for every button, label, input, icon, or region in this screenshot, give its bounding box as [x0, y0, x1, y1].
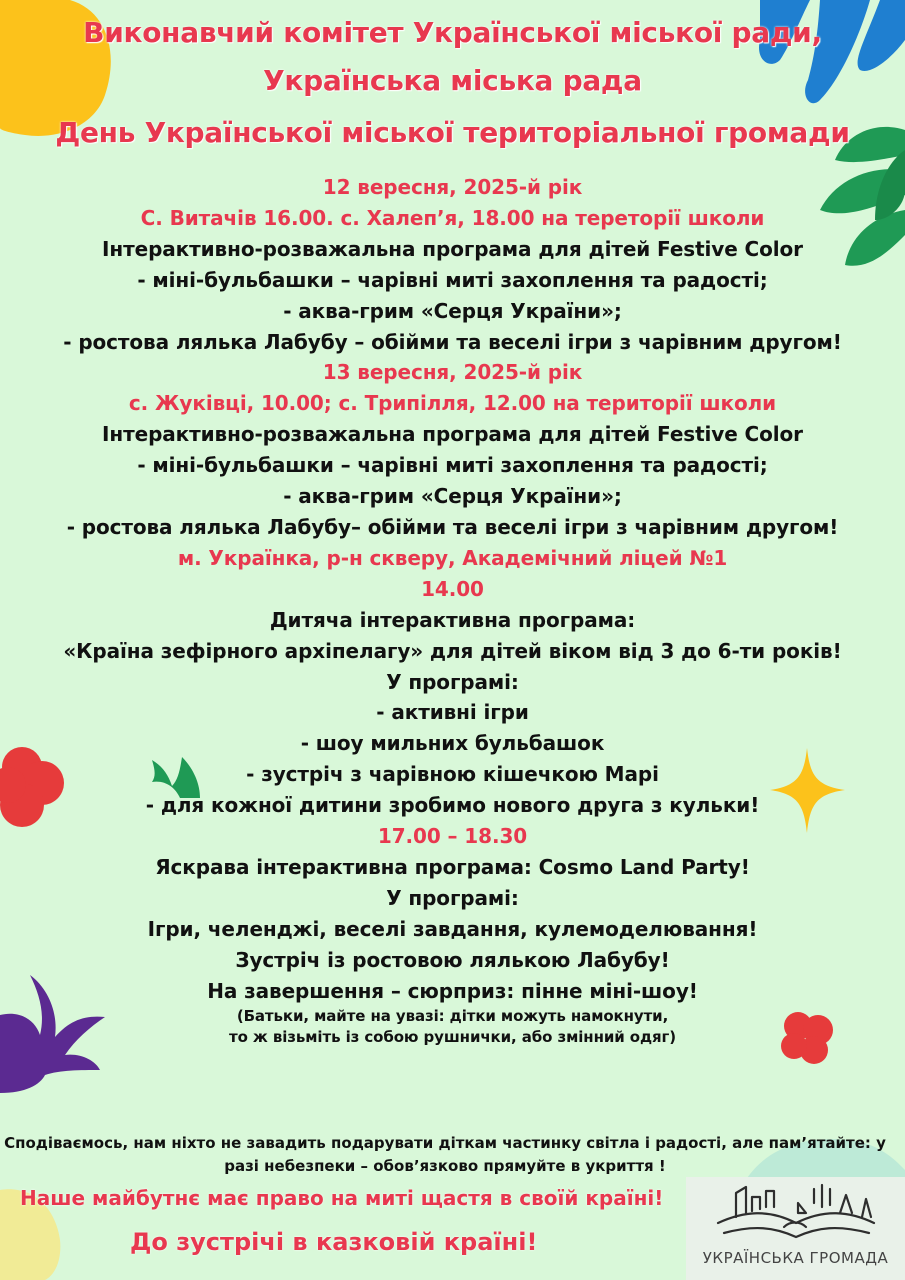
day2-date: 13 вересня, 2025-й рік	[322, 360, 583, 385]
day1-date: 12 вересня, 2025-й рік	[322, 175, 583, 199]
day1-item-2: - аква-грим «Серця України»;	[283, 298, 622, 323]
day1-program: Інтерактивно-розважальна програма для дітей Festive Color	[102, 236, 803, 261]
day2-item-3: - ростова лялька Лабубу– обійми та веселі ігри з чарівним другом!	[66, 514, 839, 539]
program2-item-2: Зустріч із ростовою лялькою Лабубу!	[235, 947, 670, 972]
program2-title: Яскрава інтерактивна програма: Cosmo Land Party!	[155, 854, 750, 879]
day2-location: с. Жуківці, 10.00; с. Трипілля, 12.00 на території школи	[128, 391, 777, 416]
city-location: м. Українка, р-н скверу, Академічний ліцей №1	[177, 545, 728, 570]
program1-item-1: - активні ігри	[376, 700, 529, 725]
slogan-1: Наше майбутнє має право на миті щастя в своїй країні!	[20, 1186, 664, 1210]
closing-text	[0, 1132, 890, 1178]
program2-in-program: У програмі:	[386, 885, 519, 910]
logo-text: УКРАЇНСЬКА ГРОМАДА	[702, 1249, 889, 1267]
logo	[686, 1177, 905, 1280]
program-text	[0, 172, 905, 1048]
header-line-3: День Української міської територіальної громади	[55, 116, 850, 149]
program2-note-1: (Батьки, майте на увазі: дітки можуть намокнути,	[236, 1007, 669, 1026]
day1-location: С. Витачів 16.00. с. Халеп’я, 18.00 на тереторії школи	[140, 205, 765, 230]
program2-item-1: Ігри, челенджі, веселі завдання, кулемоделювання!	[147, 916, 758, 941]
day2-item-1: - міні-бульбашки – чарівні миті захоплення та радості;	[137, 453, 768, 478]
program1-item-3: - зустріч з чарівною кішечкою Марі	[246, 762, 659, 787]
program1-title: Дитяча інтерактивна програма:	[269, 607, 636, 632]
program1-in-program: У програмі:	[386, 669, 519, 694]
day1-item-3: - ростова лялька Лабубу – обійми та веселі ігри з чарівним другом!	[63, 329, 842, 354]
yellow-petals-decoration	[0, 1160, 90, 1280]
closing-line-2: разі небезпеки – обов’язково прямуйте в укриття !	[224, 1157, 666, 1175]
day2-item-2: - аква-грим «Серця України»;	[283, 484, 622, 509]
header-line-2: Українська міська рада	[263, 64, 642, 97]
header-line-1: Виконавчий комітет Української міської ради,	[83, 16, 822, 49]
slogan-2: До зустрічі в казковій країні!	[130, 1228, 538, 1256]
closing-line-1: Сподіваємось, нам ніхто не завадить подарувати діткам частинку світла і радості, але пам’ятайте: у	[4, 1134, 886, 1152]
program1-item-2: - шоу мильних бульбашок	[300, 731, 605, 756]
city-time-1: 14.00	[421, 576, 484, 601]
city-logo-icon	[714, 1183, 879, 1243]
day2-program: Інтерактивно-розважальна програма для дітей Festive Color	[102, 422, 803, 447]
program1-name: «Країна зефірного архіпелагу» для дітей віком від 3 до 6-ти років!	[63, 638, 842, 663]
city-time-2: 17.00 – 18.30	[377, 824, 528, 849]
program1-item-4: - для кожної дитини зробимо нового друга з кульки!	[145, 793, 760, 818]
program2-item-3: На завершення – сюрприз: пінне міні-шоу!	[207, 978, 698, 1003]
day1-item-1: - міні-бульбашки – чарівні миті захоплення та радості;	[137, 267, 768, 292]
program2-note-2: то ж візьміть із собою рушнички, або змінний одяг)	[228, 1028, 677, 1047]
